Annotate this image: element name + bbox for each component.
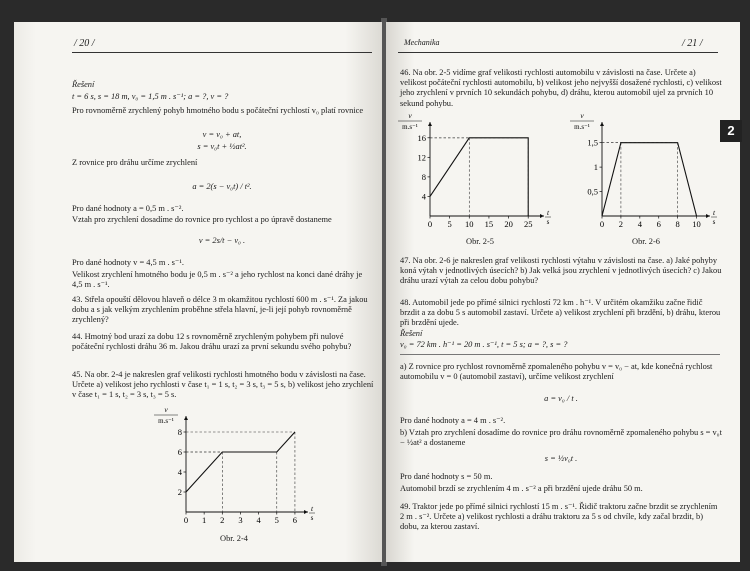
section-tab: 2 (720, 120, 742, 142)
y-tick-label: 0,5 (587, 186, 598, 197)
x-tick-label: 1 (202, 515, 207, 525)
x-tick-label: 4 (256, 515, 261, 525)
x-tick-label: 10 (465, 219, 474, 229)
y-label-numerator: v (408, 111, 412, 120)
right-page (386, 22, 740, 562)
series-line (430, 138, 528, 216)
right-solution-label: Řešení (400, 329, 423, 338)
x-tick-label: 3 (238, 515, 243, 525)
figure-2-5-caption: Obr. 2-5 (466, 237, 494, 246)
left-page (14, 22, 382, 562)
y-tick-label: 4 (177, 467, 182, 477)
y-axis-arrow (184, 416, 188, 420)
right-eq-a: a = v₀ / t . (544, 394, 578, 403)
x-label-numerator: t (310, 504, 314, 513)
y-label-numerator: v (580, 111, 584, 120)
series-line (186, 432, 295, 492)
right-page-number: / 21 / (682, 38, 703, 49)
x-tick-label: 4 (637, 219, 642, 229)
right-pb: b) Vztah pro zrychlení dosadíme do rovnice pro dráhu rovnoměrně zpomaleného pohybu s = v₀t − ½at² a dostaneme (400, 428, 722, 448)
x-label-denominator: s (546, 218, 550, 226)
x-tick-label: 5 (447, 219, 452, 229)
x-tick-label: 0 (599, 219, 605, 229)
right-solution-rule (400, 354, 720, 355)
question-48: 48. Automobil jede po přímé silnici rychlostí 72 km . h⁻¹. V určitém okamžiku začne řidič brzdit a za dobu 5 s automobil zastaví. Určete a) velikost zrychlení při brzdění, b) dráhu, kterou při brzdění ujede. (400, 298, 721, 328)
y-label-denominator: m.s⁻¹ (574, 123, 590, 131)
question-46: 46. Na obr. 2-5 vidíme graf velikosti rychlosti automobilu v závislosti na čase. Určete a) velikost počáteční rychlosti automobilu, b) velikost jeho nejvyšší dosažené rychlosti, c) velikost jeho zrychlení v prvních 10 sekundách pohybu, d) dráhu, kterou automobil ujel za prvních 10 sekund pohybu. (400, 68, 722, 108)
question-49: 49. Traktor jede po přímé silnici rychlostí 15 m . s⁻¹. Řidič traktoru začne brzdit se zrychlením 2 m . s⁻². Určete a) velikost rychlosti a dráhu traktoru za 5 s od chvíle, kdy začal brzdit, b) dobu, za kterou zastaví. (400, 502, 718, 532)
question-47: 47. Na obr. 2-6 je nakreslen graf velikosti rychlosti výtahu v závislosti na čase. a) Jaké pohyby koná výtah v jednotlivých úsecích? b) Jak velká jsou zrychlení v jednotlivých úsecích? c) Jakou dráhu urazí výtah za celou dobu pohybu? (400, 256, 722, 286)
left-given: t = 6 s, s = 18 m, v₀ = 1,5 m . s⁻¹; a = ?, v = ? (72, 92, 229, 101)
y-tick-label: 4 (421, 191, 426, 202)
y-tick-label: 2 (177, 487, 182, 497)
figure-2-4 (134, 405, 314, 538)
x-tick-label: 10 (692, 219, 701, 229)
y-tick-label: 1,5 (587, 137, 598, 148)
right-pa2: Pro dané hodnoty a = 4 m . s⁻². (400, 416, 506, 425)
y-tick-label: 12 (417, 152, 426, 163)
left-p1: Pro rovnoměrně zrychlený pohyb hmotného bodu s počáteční rychlostí v₀ platí rovnice (72, 106, 364, 115)
x-tick-label: 6 (292, 515, 298, 525)
left-solution-label: Řešení (72, 80, 95, 89)
question-44: 44. Hmotný bod urazí za dobu 12 s rovnoměrně zrychleným pohybem při nulové počáteční rychlosti dráhu 36 m. Jakou dráhu urazí za první sekundu svého pohybu? (72, 332, 352, 352)
left-page-number: / 20 / (74, 38, 95, 49)
x-axis-arrow (540, 214, 544, 218)
y-tick-label: 1 (593, 162, 598, 173)
x-label-denominator: s (712, 218, 716, 226)
x-label-numerator: t (546, 208, 550, 217)
x-axis-arrow (304, 510, 308, 514)
series-line (602, 143, 697, 216)
right-pb3: Automobil brzdí se zrychlením 4 m . s⁻² a při brzdění ujede dráhu 50 m. (400, 484, 643, 493)
right-pa: a) Z rovnice pro rychlost rovnoměrně zpomaleného pohybu v = v₀ − at, kde konečná rychlost automobilu v = 0 (automobil zastaví), určíme velikost zrychlení (400, 362, 713, 382)
x-tick-label: 0 (427, 219, 433, 229)
left-eq3: a = 2(s − v₀t) / t². (192, 182, 252, 191)
x-tick-label: 15 (484, 219, 494, 229)
y-label-denominator: m.s⁻¹ (158, 417, 174, 425)
y-tick-label: 8 (177, 427, 182, 437)
x-axis-arrow (706, 214, 710, 218)
right-pb2: Pro dané hodnoty s = 50 m. (400, 472, 493, 481)
running-head: Mechanika (404, 38, 440, 47)
x-tick-label: 20 (504, 219, 513, 229)
figure-2-6 (574, 111, 716, 238)
left-p6: Velikost zrychlení hmotného bodu je 0,5 m . s⁻² a jeho rychlost na konci dané dráhy je 4,5 m . s⁻¹. (72, 270, 363, 290)
x-tick-label: 25 (523, 219, 533, 229)
question-45: 45. Na obr. 2-4 je nakreslen graf velikosti rychlosti hmotného bodu v závislosti na čase. Určete a) velikost jeho rychlosti v čase t₁ = 1 s, t₂ = 3 s, t₃ = 5 s, b) velikost jeho zrychlení v čase t₁ = 1 s, t₂ = 3 s, t₃ = 5 s. (72, 370, 374, 400)
x-tick-label: 0 (183, 515, 189, 525)
left-header-rule (72, 52, 372, 53)
right-header-rule (398, 52, 718, 53)
figure-2-5 (402, 111, 556, 238)
left-p3: Pro dané hodnoty a = 0,5 m . s⁻². (72, 204, 184, 213)
left-p5: Pro dané hodnoty v = 4,5 m . s⁻¹. (72, 258, 184, 267)
y-axis-arrow (600, 122, 604, 126)
x-label-numerator: t (712, 208, 716, 217)
x-tick-label: 6 (656, 219, 661, 229)
right-eq-b: s = ½v₀t . (544, 454, 578, 463)
right-given: v₀ = 72 km . h⁻¹ = 20 m . s⁻¹, t = 5 s; a = ?, s = ? (400, 340, 568, 349)
x-tick-label: 2 (618, 219, 624, 229)
figure-2-4-caption: Obr. 2-4 (220, 534, 248, 543)
left-p4: Vztah pro zrychlení dosadíme do rovnice pro rychlost a po úpravě dostaneme (72, 215, 332, 224)
left-eq2: s = v₀t + ½at². (197, 142, 247, 151)
left-eq1: v = v₀ + at, (202, 130, 242, 139)
question-43: 43. Střela opouští dělovou hlaveň o délce 3 m okamžitou rychlostí 600 m . s⁻¹. Za jakou dobu a s jak velkým zrychlením proběhne střela hlavní, je-li její pohyb rovnoměrně zrychlený? (72, 295, 368, 325)
figure-2-6-caption: Obr. 2-6 (632, 237, 660, 246)
y-tick-label: 6 (177, 447, 182, 457)
x-tick-label: 5 (274, 515, 279, 525)
x-tick-label: 8 (675, 219, 680, 229)
y-axis-arrow (428, 122, 432, 126)
y-label-numerator: v (164, 405, 168, 414)
y-label-denominator: m.s⁻¹ (402, 123, 418, 131)
x-tick-label: 2 (220, 515, 225, 525)
y-tick-label: 16 (417, 132, 426, 143)
left-p2: Z rovnice pro dráhu určíme zrychlení (72, 158, 198, 167)
y-tick-label: 8 (421, 171, 426, 182)
left-eq4: v = 2s/t − v₀ . (198, 236, 246, 245)
x-label-denominator: s (310, 514, 314, 522)
